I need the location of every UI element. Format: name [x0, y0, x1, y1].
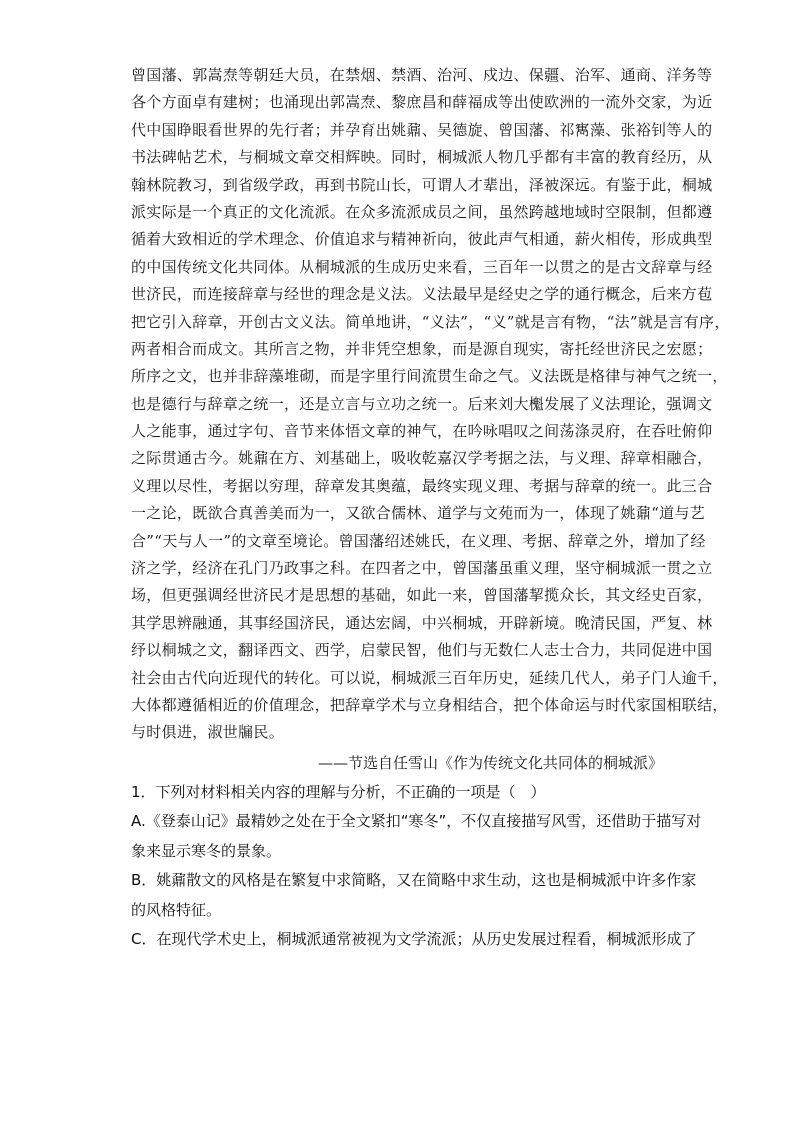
- passage-line: 济之学，经济在孔门乃政事之科。在四者之中，曾国藩虽重义理，坚守桐城派一贯之立: [131, 559, 713, 578]
- passage-line: 世济民，而连接辞章与经世的理念是义法。义法最早是经史之学的通行概念，后来方苞: [131, 285, 713, 304]
- passage-line: 义理以尽性，考据以穷理，辞章发其奥蕴，最终实现义理、考据与辞章的统一。此三合: [131, 476, 713, 495]
- option-a-line: A.《登泰山记》最精妙之处在于全文紧扣“寒冬”，不仅直接描写风雪，还借助于描写对: [131, 812, 702, 831]
- passage-line: 派实际是一个真正的文化流派。在众多流派成员之间，虽然跨越地域时空限制，但都遵: [131, 202, 713, 221]
- passage-line: 其学思辨融通，其事经国济民，通达宏阔，中兴桐城，开辟新境。晚清民国，严复、林: [131, 613, 713, 632]
- option-a-line: 象来显示寒冬的景象。: [131, 841, 282, 860]
- passage-line: 社会由古代向近现代的转化。可以说，桐城派三百年历史，延续几代人，弟子门人逾千，: [131, 668, 728, 687]
- passage-line: 一之论，既欲合真善美而为一，又欲合儒林、道学与文苑而为一，体现了姚鼐“道与艺: [131, 504, 706, 523]
- question-title: 1．下列对材料相关内容的理解与分析，不正确的一项是（ ）: [131, 782, 546, 801]
- passage-line: 之际贯通古今。姚鼐在方、刘基础上，吸收乾嘉汉学考据之法，与义理、辞章相融合，: [131, 449, 713, 468]
- passage-line: 大体都遵循相近的价值理念，把辞章学术与立身相结合，把个体命运与时代家国相联结，: [131, 695, 728, 714]
- document-page: [131, 62, 730, 955]
- passage: [131, 62, 730, 747]
- option-c-line: C．在现代学术史上，桐城派通常被视为文学流派；从历史发展过程看，桐城派形成了: [131, 930, 697, 949]
- option-b-line: B．姚鼐散文的风格是在繁复中求简略，又在简略中求生动，这也是桐城派中许多作家: [131, 871, 697, 890]
- passage-line: 合”“天与人一”的文章至境论。曾国藩绍述姚氏，在义理、考据、辞章之外，增加了经: [131, 531, 706, 550]
- passage-line: 两者相合而成文。其所言之物，并非凭空想象，而是源自现实，寄托经世济民之宏愿；: [131, 339, 713, 358]
- passage-line: 与时俱进，淑世牖民。: [131, 723, 285, 742]
- passage-line: 代中国睁眼看世界的先行者；并孕育出姚鼐、吴德旋、曾国藩、祁寯藻、张裕钊等人的: [131, 120, 713, 139]
- passage-line: 也是德行与辞章之统一，还是立言与立功之统一。后来刘大櫆发展了义法理论，强调文: [131, 394, 713, 413]
- passage-line: 纾以桐城之文，翻译西文、西学，启蒙民智，他们与无数仁人志士合力，共同促进中国: [131, 641, 713, 660]
- passage-line: 书法碑帖艺术，与桐城文章交相辉映。同时，桐城派人物几乎都有丰富的教育经历，从: [131, 148, 713, 167]
- passage-line: 场，但更强调经世济民才是思想的基础，如此一来，曾国藩挈揽众长，其文经史百家，: [131, 586, 713, 605]
- passage-line: 人之能事，通过字句、音节来体悟文章的神气，在吟咏唱叹之间荡涤灵府，在吞吐俯仰: [131, 422, 713, 441]
- passage-line: 把它引入辞章，开创古文义法。简单地讲，“义法”，“义”就是言有物，“法”就是言有序，: [131, 312, 730, 331]
- passage-line: 各个方面卓有建树；也涌现出郭嵩焘、黎庶昌和薛福成等出使欧洲的一流外交家，为近: [131, 93, 713, 112]
- question-block: [131, 778, 702, 955]
- passage-line: 曾国藩、郭嵩焘等朝廷大员，在禁烟、禁酒、治河、戍边、保疆、治军、通商、洋务等: [131, 66, 713, 84]
- option-b-line: 的风格特征。: [131, 900, 222, 919]
- passage-line: 循着大致相近的学术理念、价值追求与精神祈向，彼此声气相通，薪火相传，形成典型: [131, 230, 713, 249]
- passage-line: 所序之文，也并非辞藻堆砌，而是字里行间流贯生命之气。义法既是格律与神气之统一，: [131, 367, 728, 386]
- passage-source: ——节选自任雪山《作为传统文化共同体的桐城派》: [317, 753, 663, 772]
- passage-line: 翰林院教习，到省级学政，再到书院山长，可谓人才辈出，泽被深远。有鉴于此，桐城: [131, 175, 713, 194]
- passage-line: 的中国传统文化共同体。从桐城派的生成历史来看，三百年一以贯之的是古文辞章与经: [131, 257, 713, 276]
